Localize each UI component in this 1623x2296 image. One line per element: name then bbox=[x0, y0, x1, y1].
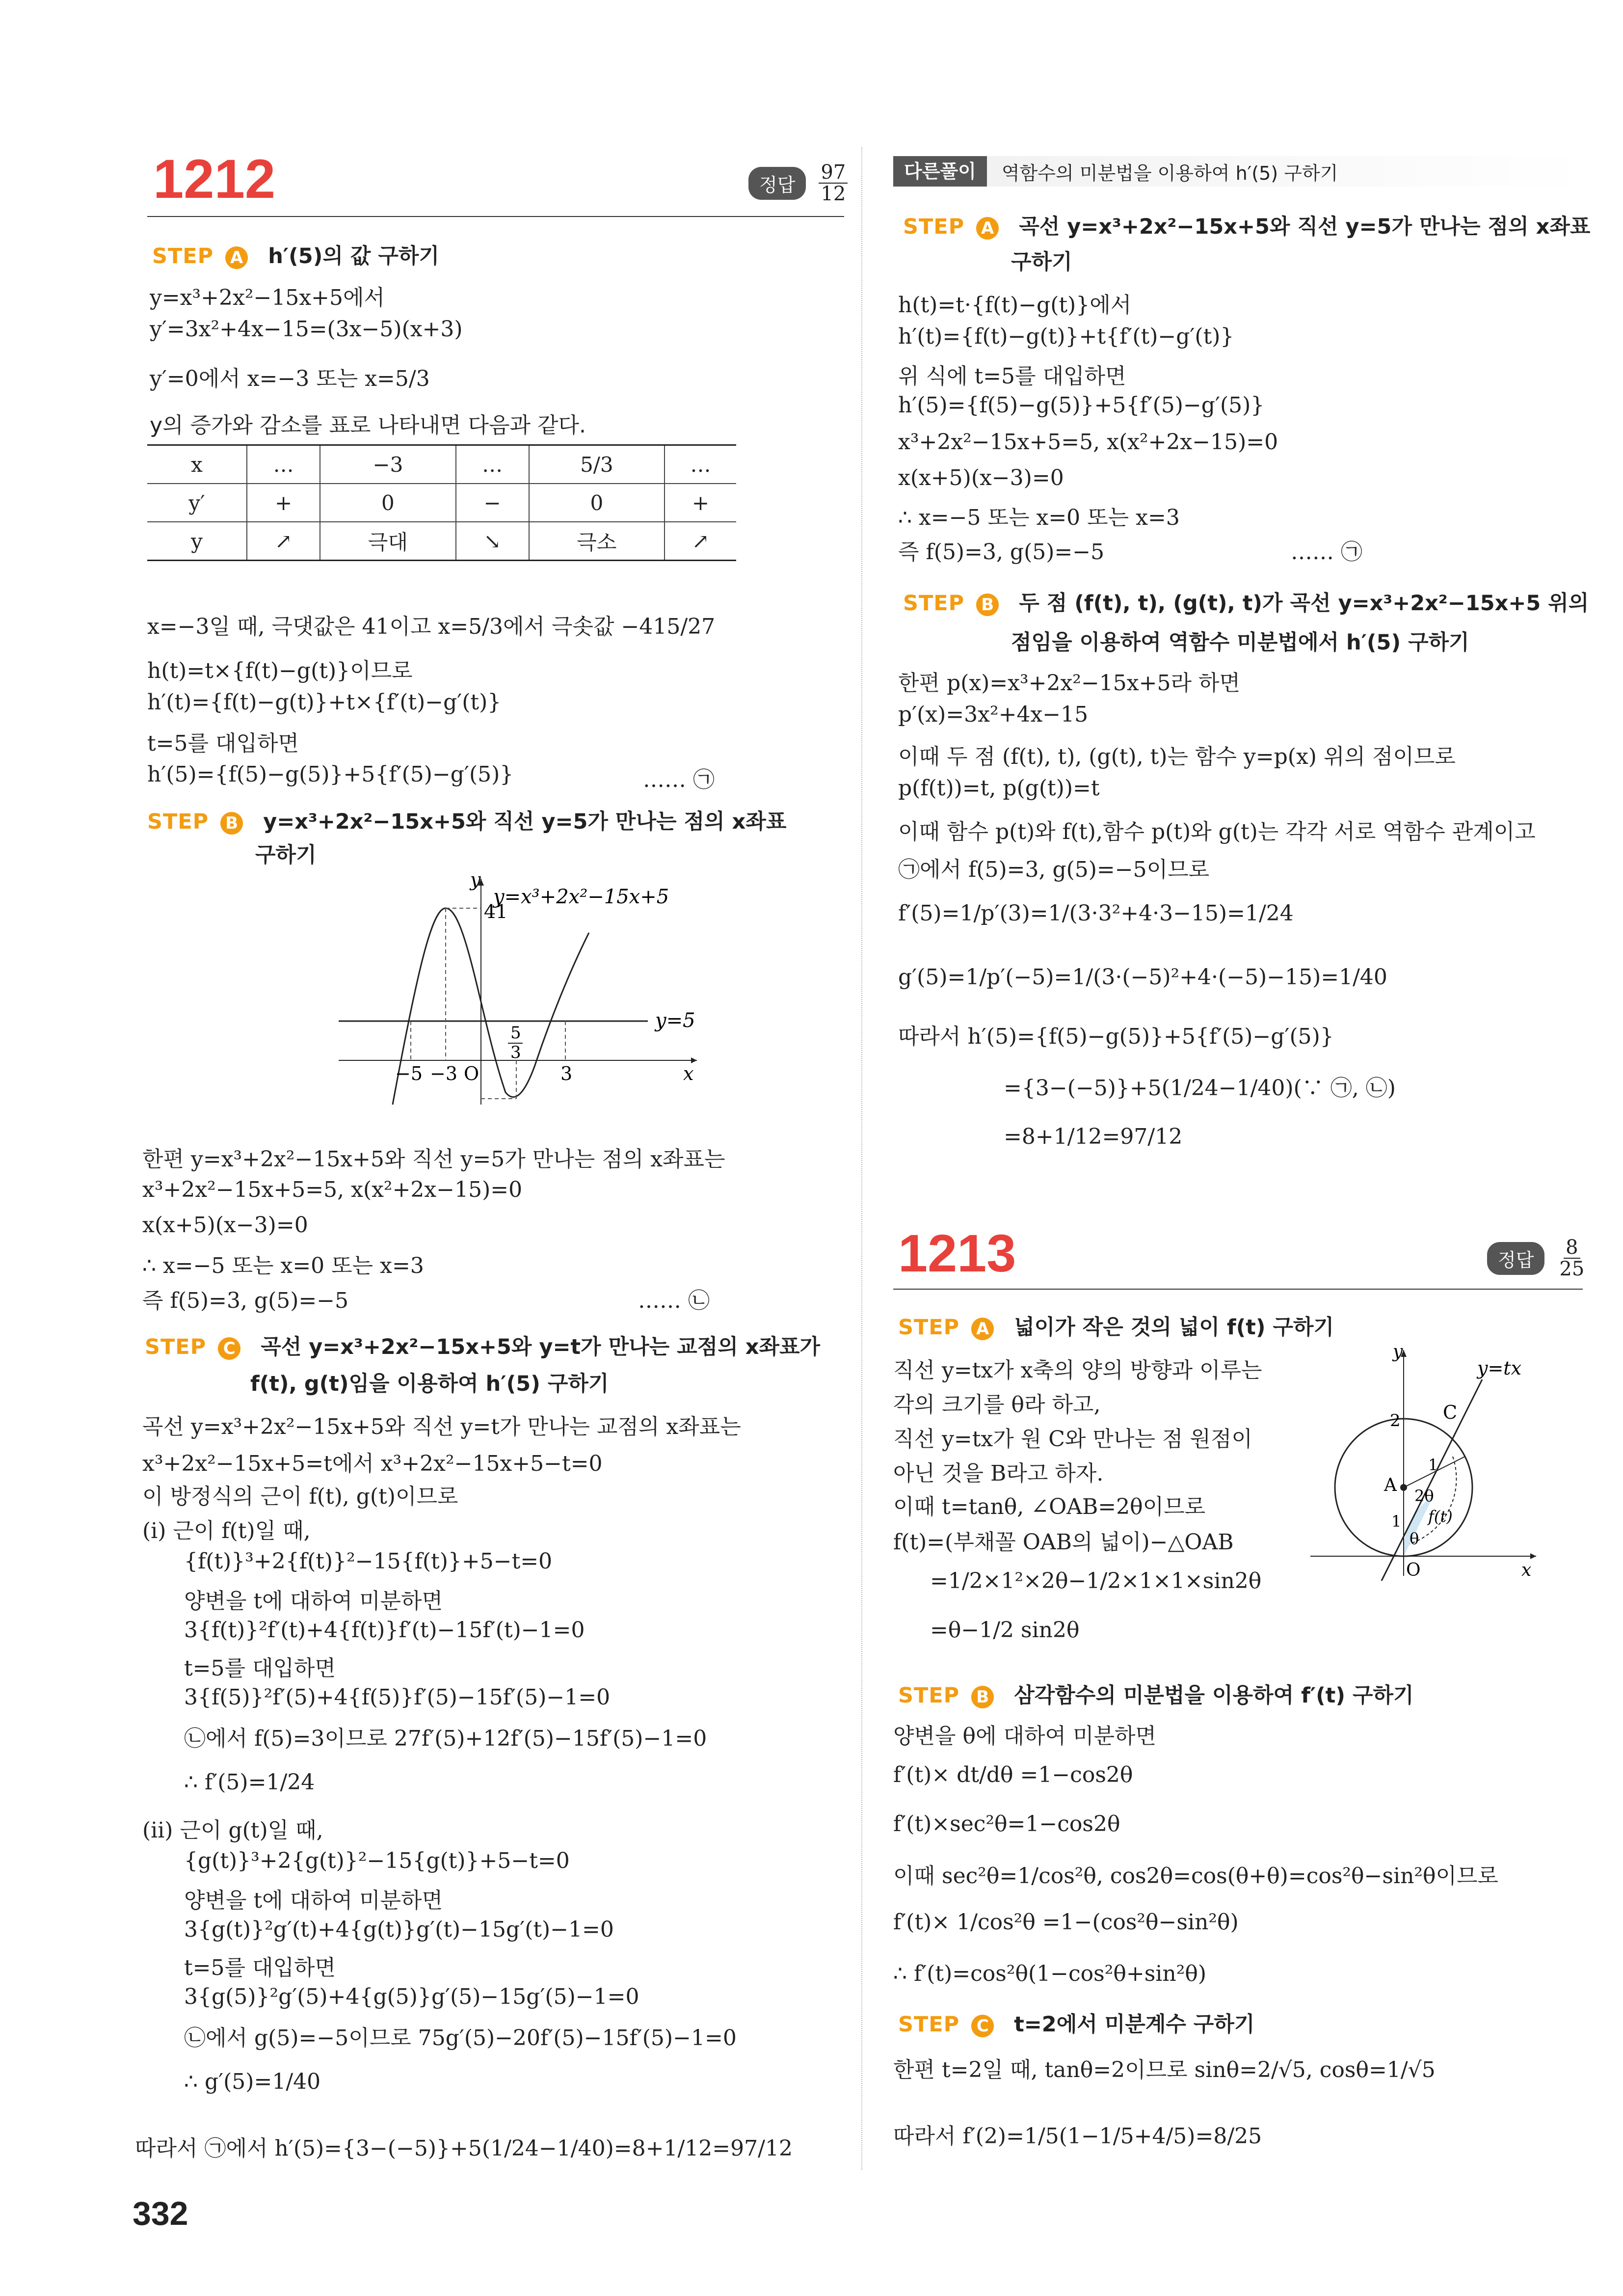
text-line: f′(5)=1/p′(3)=1/(3·3²+4·3−15)=1/24 bbox=[898, 901, 1294, 926]
text-line: ∴ f′(5)=1/24 bbox=[184, 1770, 315, 1795]
circle-label: C bbox=[1443, 1402, 1458, 1423]
alt-solution-bar bbox=[893, 156, 1585, 187]
text-line: 이때 함수 p(t)와 f(t),함수 p(t)와 g(t)는 각각 서로 역함수 관계이고 bbox=[898, 819, 1536, 844]
tick-label: 3 bbox=[560, 1063, 573, 1084]
text-line: x(x+5)(x−3)=0 bbox=[142, 1213, 308, 1238]
text-line: 양변을 θ에 대하여 미분하면 bbox=[893, 1724, 1156, 1749]
text-line: p′(x)=3x²+4x−15 bbox=[898, 702, 1089, 727]
text-line: 한편 y=x³+2x²−15x+5와 직선 y=5가 만나는 점의 x좌표는 bbox=[142, 1147, 725, 1172]
text-line: 즉 f(5)=3, g(5)=−5 bbox=[898, 540, 1105, 565]
text-line: =8+1/12=97/12 bbox=[1004, 1124, 1183, 1149]
answer-1213 bbox=[1487, 1237, 1588, 1279]
text-line: 이때 t=tanθ, ∠OAB=2θ이므로 bbox=[893, 1494, 1206, 1519]
radius-label: 1 bbox=[1391, 1512, 1402, 1531]
header-rule bbox=[893, 1289, 1583, 1290]
line-label: y=tx bbox=[1477, 1357, 1522, 1379]
table-row: y ↗ 극대 ↘ 극소 ↗ bbox=[147, 522, 736, 561]
problem-number-1213: 1213 bbox=[898, 1223, 1016, 1283]
tick-label: −5 bbox=[395, 1063, 423, 1084]
text-line: f′(t)× 1/cos²θ =1−(cos²θ−sin²θ) bbox=[893, 1910, 1239, 1935]
answer-badge: 정답 bbox=[1487, 1242, 1544, 1275]
text-line: ㉡에서 g(5)=−5이므로 75g′(5)−20f′(5)−15f′(5)−1=0 bbox=[184, 2026, 737, 2051]
text-line: 한편 t=2일 때, tanθ=2이므로 sinθ=2/√5, cosθ=1/√5 bbox=[893, 2057, 1436, 2082]
text-line: x(x+5)(x−3)=0 bbox=[898, 465, 1064, 490]
curve-label: y=x³+2x²−15x+5 bbox=[493, 886, 669, 908]
text-line: 3{g(5)}²g′(5)+4{g(5)}g′(5)−15g′(5)−1=0 bbox=[184, 1984, 639, 2009]
text-line: 따라서 f′(2)=1/5(1−1/5+4/5)=8/25 bbox=[893, 2124, 1262, 2149]
problem-number-1212: 1212 bbox=[153, 148, 276, 210]
text-line: t=5를 대입하면 bbox=[184, 1656, 336, 1681]
tick-label: −3 bbox=[430, 1063, 458, 1084]
text-line: x³+2x²−15x+5=t에서 x³+2x²−15x+5−t=0 bbox=[142, 1451, 603, 1476]
alt-step-a-heading-cont: 구하기 bbox=[1011, 250, 1072, 274]
radius-label: 1 bbox=[1428, 1456, 1438, 1474]
text-line: ∴ x=−5 또는 x=0 또는 x=3 bbox=[898, 505, 1180, 530]
y-axis-label: y bbox=[1393, 1345, 1403, 1362]
text-line: =1/2×1²×2θ−1/2×1×1×sin2θ bbox=[930, 1568, 1262, 1594]
radius-label: 2 bbox=[1390, 1411, 1401, 1431]
text-line: y=x³+2x²−15x+5에서 bbox=[150, 285, 385, 310]
text-line: h′(t)={f(t)−g(t)}+t{f′(t)−g′(t)} bbox=[898, 324, 1234, 349]
text-line: 각의 크기를 θ라 하고, bbox=[893, 1392, 1101, 1417]
p1213-step-b-heading: STEP B 삼각함수의 미분법을 이용하여 f′(t) 구하기 bbox=[898, 1683, 1414, 1708]
x-axis-label: x bbox=[1521, 1560, 1532, 1580]
text-line: 따라서 h′(5)={f(5)−g(5)}+5{f′(5)−g′(5)} bbox=[898, 1024, 1334, 1049]
text-line: h(t)=t×{f(t)−g(t)}이므로 bbox=[147, 658, 413, 683]
text-line: 양변을 t에 대하여 미분하면 bbox=[184, 1888, 443, 1913]
step-b-heading: STEP B y=x³+2x²−15x+5와 직선 y=5가 만나는 점의 x좌표 bbox=[147, 810, 787, 834]
y-axis-label: y bbox=[470, 874, 481, 891]
text-line: 직선 y=tx가 x축의 양의 방향과 이루는 bbox=[893, 1358, 1262, 1383]
alt-step-b-heading: STEP B 두 점 (f(t), t), (g(t), t)가 곡선 y=x³+2x²−15x+5 위의 bbox=[903, 591, 1589, 616]
text-line: 따라서 ㉠에서 h′(5)={3−(−5)}+5(1/24−1/40)=8+1/12=97/12 bbox=[135, 2136, 793, 2161]
x-axis-label: x bbox=[683, 1063, 694, 1084]
page-number: 332 bbox=[133, 2195, 188, 2232]
text-line: 직선 y=tx가 원 C와 만나는 점 원점이 bbox=[893, 1427, 1252, 1452]
alt-step-b-heading-cont: 점임을 이용하여 역함수 미분법에서 h′(5) 구하기 bbox=[1011, 630, 1469, 655]
table-row: x … −3 … 5/3 … bbox=[147, 445, 736, 484]
sign-table bbox=[147, 444, 736, 561]
text-line: x³+2x²−15x+5=5, x(x²+2x−15)=0 bbox=[898, 430, 1278, 455]
origin-label: O bbox=[1406, 1560, 1421, 1580]
text-line: 3{g(t)}²g′(t)+4{g(t)}g′(t)−15g′(t)−1=0 bbox=[184, 1917, 614, 1942]
text-line: 곡선 y=x³+2x²−15x+5와 직선 y=t가 만나는 교점의 x좌표는 bbox=[142, 1414, 741, 1439]
text-line: g′(5)=1/p′(−5)=1/(3·(−5)²+4·(−5)−15)=1/40 bbox=[898, 965, 1387, 990]
text-line: ∴ f′(t)=cos²θ(1−cos²θ+sin²θ) bbox=[893, 1961, 1206, 1986]
text-line: ∴ x=−5 또는 x=0 또는 x=3 bbox=[142, 1253, 424, 1278]
text-line: ㉠에서 f(5)=3, g(5)=−5이므로 bbox=[898, 857, 1210, 882]
alt-step-a-heading: STEP A 곡선 y=x³+2x²−15x+5와 직선 y=5가 만나는 점의 x좌표 bbox=[903, 215, 1591, 239]
answer-badge: 정답 bbox=[748, 167, 806, 200]
step-c-heading-cont: f(t), g(t)임을 이용하여 h′(5) 구하기 bbox=[250, 1372, 609, 1396]
text-line: 즉 f(5)=3, g(5)=−5 bbox=[142, 1288, 349, 1313]
center-label: A bbox=[1384, 1475, 1397, 1495]
p1213-step-a-heading: STEP A 넓이가 작은 것의 넓이 f(t) 구하기 bbox=[898, 1315, 1334, 1340]
reference-mark: …… ㉠ bbox=[1291, 540, 1362, 565]
alt-title: 역함수의 미분법을 이용하여 h′(5) 구하기 bbox=[1001, 162, 1338, 184]
text-line: {g(t)}³+2{g(t)}²−15{g(t)}+5−t=0 bbox=[184, 1848, 570, 1873]
line-label: y=5 bbox=[655, 1009, 695, 1032]
step-b-heading-cont: 구하기 bbox=[255, 843, 317, 867]
text-line: y′=0에서 x=−3 또는 x=5/3 bbox=[150, 366, 430, 391]
text-line: h(t)=t·{f(t)−g(t)}에서 bbox=[898, 293, 1132, 318]
text-line: p(f(t))=t, p(g(t))=t bbox=[898, 776, 1100, 801]
reference-mark: …… ㉡ bbox=[638, 1288, 710, 1313]
max-label: 41 bbox=[484, 901, 508, 922]
text-line: y′=3x²+4x−15=(3x−5)(x+3) bbox=[150, 317, 463, 342]
origin-label: O bbox=[464, 1063, 479, 1084]
text-line: x³+2x²−15x+5=5, x(x²+2x−15)=0 bbox=[142, 1177, 523, 1202]
text-line: t=5를 대입하면 bbox=[147, 731, 299, 756]
header-rule bbox=[147, 216, 844, 217]
step-a-heading: STEP A h′(5)의 값 구하기 bbox=[152, 244, 439, 269]
text-line: f′(t)×sec²θ=1−cos2θ bbox=[893, 1811, 1120, 1837]
text-line: ∴ g′(5)=1/40 bbox=[184, 2069, 321, 2094]
column-separator bbox=[861, 147, 862, 2170]
text-line: 3{f(t)}²f′(t)+4{f(t)}f′(t)−15f′(t)−1=0 bbox=[184, 1618, 585, 1643]
text-line: 이때 sec²θ=1/cos²θ, cos2θ=cos(θ+θ)=cos²θ−sin²θ이므로 bbox=[893, 1864, 1499, 1889]
text-line: ㉡에서 f(5)=3이므로 27f′(5)+12f′(5)−15f′(5)−1=0 bbox=[184, 1726, 707, 1751]
text-line: t=5를 대입하면 bbox=[184, 1955, 336, 1980]
text-line: 3{f(5)}²f′(5)+4{f(5)}f′(5)−15f′(5)−1=0 bbox=[184, 1685, 611, 1710]
text-line: 양변을 t에 대하여 미분하면 bbox=[184, 1589, 443, 1614]
text-line: y의 증가와 감소를 표로 나타내면 다음과 같다. bbox=[150, 413, 586, 438]
text-line: f(t)=(부채꼴 OAB의 넓이)−△OAB bbox=[893, 1530, 1234, 1555]
text-line: {f(t)}³+2{f(t)}²−15{f(t)}+5−t=0 bbox=[184, 1549, 553, 1574]
angle-label: 2θ bbox=[1414, 1486, 1434, 1505]
text-line: 한편 p(x)=x³+2x²−15x+5라 하면 bbox=[898, 671, 1240, 696]
text-line: f′(t)× dt/dθ =1−cos2θ bbox=[893, 1762, 1133, 1787]
text-line: h′(5)={f(5)−g(5)}+5{f′(5)−g′(5)} bbox=[147, 762, 514, 787]
reference-mark: …… ㉠ bbox=[643, 767, 715, 792]
p1213-step-c-heading: STEP C t=2에서 미분계수 구하기 bbox=[898, 2012, 1255, 2037]
area-label: f(t) bbox=[1428, 1507, 1453, 1526]
tick-label: 3 bbox=[510, 1043, 521, 1062]
text-line: (ⅱ) 근이 g(t)일 때, bbox=[142, 1818, 323, 1843]
cubic-graph bbox=[334, 874, 707, 1109]
text-line: 이때 두 점 (f(t), t), (g(t), t)는 함수 y=p(x) 위의 점이므로 bbox=[898, 744, 1456, 769]
text-line: (ⅰ) 근이 f(t)일 때, bbox=[142, 1518, 311, 1543]
text-line: h′(t)={f(t)−g(t)}+t×{f′(t)−g′(t)} bbox=[147, 690, 502, 715]
answer-fraction: $\frac{97}{12}$ bbox=[819, 162, 848, 204]
table-row: y′ + 0 − 0 + bbox=[147, 484, 736, 522]
text-line: 이 방정식의 근이 f(t), g(t)이므로 bbox=[142, 1484, 458, 1509]
text-line: 위 식에 t=5를 대입하면 bbox=[898, 364, 1126, 389]
angle-label: θ bbox=[1410, 1529, 1419, 1548]
answer-fraction: $\frac{8}{25}$ bbox=[1559, 1236, 1585, 1280]
text-line: =θ−1/2 sin2θ bbox=[930, 1618, 1080, 1643]
answer-1212 bbox=[748, 162, 850, 204]
text-line: ={3−(−5)}+5(1/24−1/40)(∵ ㉠, ㉡) bbox=[1004, 1076, 1396, 1101]
text-line: x=−3일 때, 극댓값은 41이고 x=5/3에서 극솟값 −415/27 bbox=[147, 614, 716, 639]
step-c-heading: STEP C 곡선 y=x³+2x²−15x+5와 y=t가 만나는 교점의 x좌표가 bbox=[145, 1335, 821, 1359]
circle-figure bbox=[1305, 1345, 1551, 1581]
text-line: h′(5)={f(5)−g(5)}+5{f′(5)−g′(5)} bbox=[898, 393, 1265, 418]
tick-label: 5 bbox=[510, 1023, 521, 1043]
alt-badge: 다른풀이 bbox=[893, 156, 987, 187]
text-line: 아닌 것을 B라고 하자. bbox=[893, 1461, 1104, 1486]
